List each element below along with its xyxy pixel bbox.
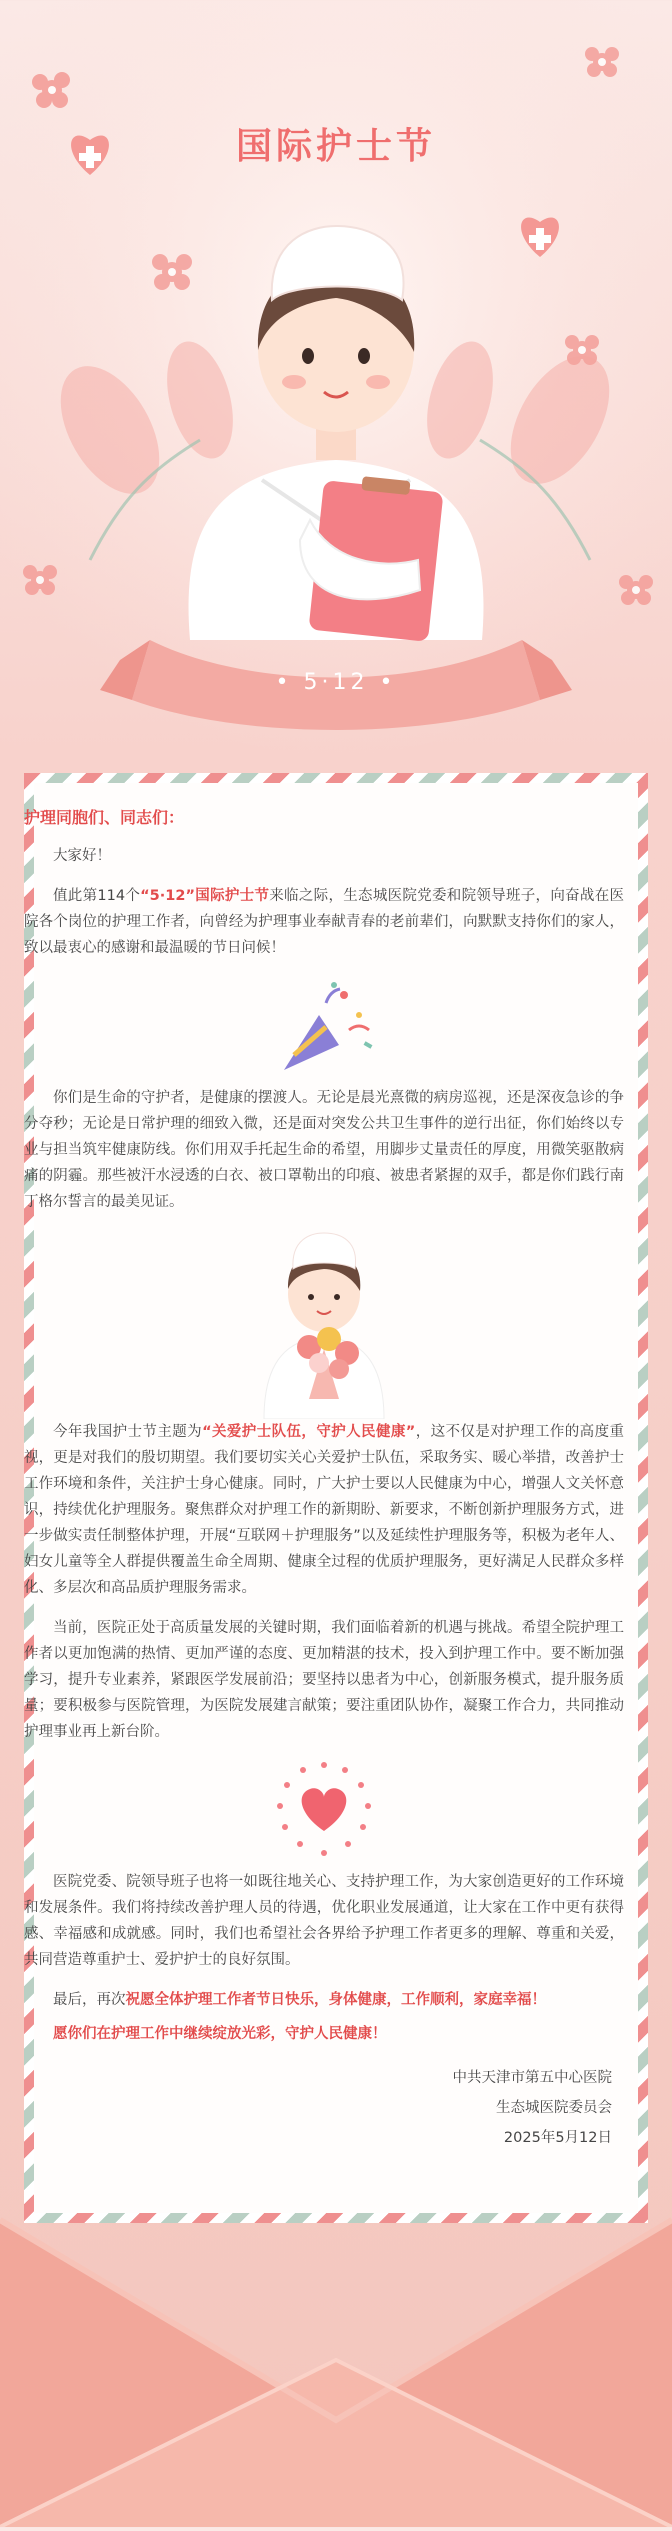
signature-org-2: 生态城医院委员会 — [496, 2100, 612, 2116]
hero-banner — [0, 0, 672, 760]
paragraph-3 — [24, 1419, 624, 1601]
paragraph-3-text: 今年我国护士节主题为 — [53, 1424, 203, 1440]
closing-line — [24, 1987, 624, 2013]
signature-org-1: 中共天津市第五中心医院 — [452, 2070, 612, 2086]
highlight-festival: “5·12”国际护士节 — [140, 888, 270, 904]
highlight-theme: “关爱护士队伍，守护人民健康” — [202, 1424, 416, 1440]
signature-block — [24, 2063, 624, 2153]
heart-icon — [274, 1759, 374, 1859]
paragraph-4: 当前，医院正处于高质量发展的关键时期，我们面临着新的机遇与挑战。希望全院护理工作者以更加饱满的热情、更加严谨的态度、更加精湛的技术，投入到护理工作中。要不断加强学习，提升专业素养，紧跟医学发展前沿；要坚持以患者为中心，创新服务模式，提升服务质量；要积极参与医院管理，为医院发展建言献策；要注重团队协作，凝聚工作合力，共同推动护理事业再上新台阶。 — [24, 1620, 624, 1740]
salutation: 护理同胞们、同志们： — [24, 808, 185, 827]
paragraph-1-text: 来临之际，生态城医院党委和院领导班子，向奋战在医院各个岗位的护理工作者，向曾经为护理事业奉献青春的老前辈们，向默默支持你们的家人，致以最衷心的感谢和最温暖的节日问候！ — [24, 888, 625, 956]
closing-line-2: 愿你们在护理工作中继续绽放光彩，守护人民健康！ — [53, 2026, 387, 2042]
party-popper-icon — [264, 975, 384, 1085]
ribbon-date: • 5·12 • — [275, 670, 397, 695]
nurse-bouquet-illustration — [239, 1229, 409, 1419]
paragraph-1-text: 值此第114个 — [53, 888, 141, 904]
paragraph-1 — [24, 883, 624, 961]
envelope-bottom — [0, 2180, 672, 2527]
closing-pre: 最后，再次 — [53, 1992, 126, 2008]
hero-illustration — [0, 0, 672, 760]
paragraph-3-text: ，这不仅是对护理工作的高度重视，更是对我们的殷切期望。我们要切实关心关爱护士队伍，采取务实、暖心举措，改善护士工作环境和条件，关注护士身心健康。同时，广大护士要以人民健康为中心，增强人文关怀意识，持续优化护理服务。聚焦群众对护理工作的新期盼、新要求，不断创新护理服务方式，进一步做实责任制整体护理，开展“互联网＋护理服务”以及延续性护理服务等，积极为老年人、妇女儿童等全人群提供覆盖生命全周期、健康全过程的优质护理服务，更好满足人民群众多样化、多层次和高品质护理服务需求。 — [24, 1424, 624, 1596]
closing-wishes: 祝愿全体护理工作者节日快乐，身体健康，工作顺利，家庭幸福！ — [125, 1992, 546, 2008]
paragraph-5: 医院党委、院领导班子也将一如既往地关心、支持护理工作，为大家创造更好的工作环境和发展条件。我们将持续改善护理人员的待遇，优化职业发展通道，让大家在工作中更有获得感、幸福感和成就感。同时，我们也希望社会各界给予护理工作者更多的理解、尊重和关爱，共同营造尊重护士、爱护护士的良好氛围。 — [24, 1874, 624, 1968]
page-title: 国际护士节 — [235, 126, 436, 167]
greeting: 大家好！ — [53, 848, 111, 864]
signature-date: 2025年5月12日 — [503, 2130, 612, 2146]
paragraph-2: 你们是生命的守护者，是健康的摆渡人。无论是晨光熹微的病房巡视，还是深夜急诊的争分夺秒；无论是日常护理的细致入微，还是面对突发公共卫生事件的逆行出征，你们始终以专业与担当筑牢健康防线。你们用双手托起生命的希望，用脚步丈量责任的厚度，用微笑驱散病痛的阴霾。那些被汗水浸透的白衣、被口罩勒出的印痕、被患者紧握的双手，都是你们践行南丁格尔誓言的最美见证。 — [24, 1090, 624, 1210]
letter-content — [24, 805, 624, 2153]
envelope-illustration — [0, 2180, 672, 2527]
